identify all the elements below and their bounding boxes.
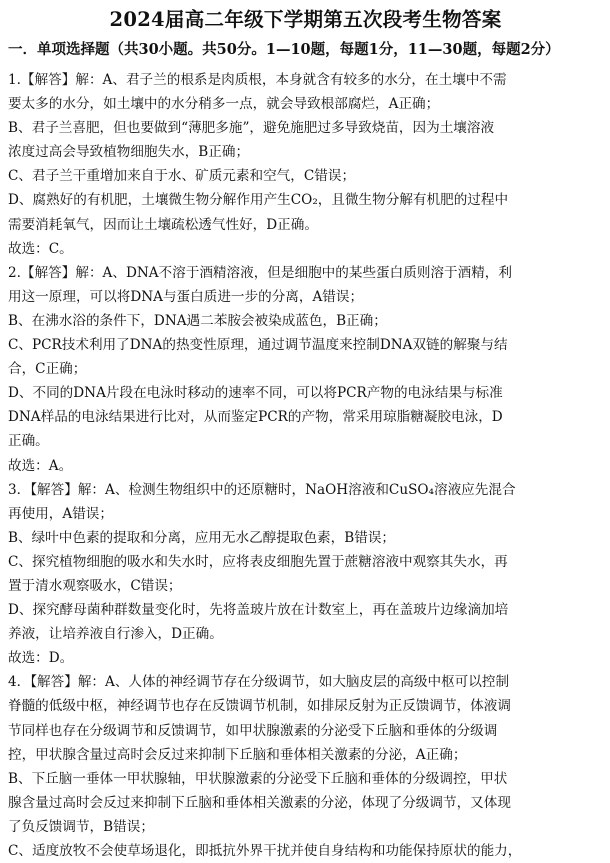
text-line: 置于清水观察吸水，C错误； bbox=[8, 577, 182, 594]
text-line: D、不同的DNA片段在电泳时移动的速率不同，可以将PCR产物的电泳结果与标准 bbox=[8, 385, 503, 402]
text-line: 养液，让培养液自行渗入，D正确。 bbox=[8, 626, 223, 643]
text-line: 故选：D。 bbox=[8, 650, 74, 667]
answer-text bbox=[8, 68, 603, 863]
text-line: 正确。 bbox=[8, 433, 49, 450]
text-line: 脊髓的低级中枢，神经调节也存在反馈调节机制，如排尿反射为正反馈调节，体液调 bbox=[8, 698, 511, 715]
text-line: D、腐熟好的有机肥，土壤微生物分解作用产生CO₂，且微生物分解有机肥的过程中 bbox=[8, 192, 509, 209]
text-line: C、探究植物细胞的吸水和失水时，应将表皮细胞先置于蔗糖溶液中观察其失水，再 bbox=[8, 553, 508, 570]
section-heading: 一．单项选择题（共30小题。共50分。1—10题，每题1分，11—30题，每题2分） bbox=[8, 41, 560, 58]
text-line: DNA样品的电泳结果进行比对，从而鉴定PCR的产物，常采用琼脂糖凝胶电泳，D bbox=[8, 409, 503, 426]
text-line: C、适度放牧不会使草场退化，即抵抗外界干扰并使自身结构和功能保持原状的能力， bbox=[8, 843, 522, 859]
text-line: 故选：C。 bbox=[8, 240, 73, 257]
text-line: 浓度过高会导致植物细胞失水，B正确； bbox=[8, 144, 250, 161]
text-line: B、君子兰喜肥，但也要做到“薄肥多施”，避免施肥过多导致烧苗，因为土壤溶液 bbox=[8, 120, 495, 137]
text-line: 了负反馈调节，B错误； bbox=[8, 818, 154, 835]
text-line: 要太多的水分，如土壤中的水分稍多一点，就会导致根部腐烂，A正确； bbox=[8, 96, 440, 113]
text-line: 2.【解答】解：A、DNA不溶于酒精溶液，但是细胞中的某些蛋白质则溶于酒精，利 bbox=[8, 264, 512, 281]
text-line: C、君子兰干重增加来自于水、矿质元素和空气，C错误； bbox=[8, 168, 356, 185]
text-line: B、在沸水浴的条件下，DNA遇二苯胺会被染成蓝色，B正确； bbox=[8, 312, 387, 329]
text-line: B、绿叶中色素的提取和分离，应用无水乙醇提取色素，B错误； bbox=[8, 529, 396, 546]
text-line: 故选：A。 bbox=[8, 457, 73, 474]
text-line: 1.【解答】解：A、君子兰的根系是肉质根，本身就含有较多的水分，在土壤中不需 bbox=[8, 72, 507, 88]
text-line: 用这一原理，可以将DNA与蛋白质进一步的分离，A错误； bbox=[8, 288, 364, 305]
text-line: 合，C正确； bbox=[8, 361, 87, 378]
text-line: C、PCR技术利用了DNA的热变性原理，通过调节温度来控制DNA双链的解聚与结 bbox=[8, 337, 508, 354]
text-line: 再使用，A错误； bbox=[8, 505, 113, 522]
text-line: B、下丘脑一垂体一甲状腺轴，甲状腺激素的分泌受下丘脑和垂体的分级调控，甲状 bbox=[8, 770, 508, 787]
text-line: 3．【解答】解：A、检测生物组织中的还原糖时，NaOH溶液和CuSO₄溶液应先混合 bbox=[8, 481, 516, 498]
text-line: D、探究酵母菌种群数量变化时，先将盖玻片放在计数室上，再在盖玻片边缘滴加培 bbox=[8, 602, 509, 619]
text-line: 腺含量过高时会反过来抑制下丘脑和垂体相关激素的分泌，体现了分级调节，又体现 bbox=[8, 794, 511, 811]
text-line: 4．【解答】解：A、人体的神经调节存在分级调节，如大脑皮层的高级中枢可以控制 bbox=[8, 674, 510, 691]
text-line: 控，甲状腺含量过高时会反过来抑制下丘脑和垂体相关激素的分泌，A正确； bbox=[8, 746, 467, 763]
text-line: 节同样也存在分级调节和反馈调节，如甲状腺激素的分泌受下丘脑和垂体的分级调 bbox=[8, 722, 498, 739]
text-line: 需要消耗氧气，因而让土壤疏松透气性好，D正确。 bbox=[8, 216, 318, 233]
document-title: 2024届高二年级下学期第五次段考生物答案 bbox=[109, 8, 502, 31]
